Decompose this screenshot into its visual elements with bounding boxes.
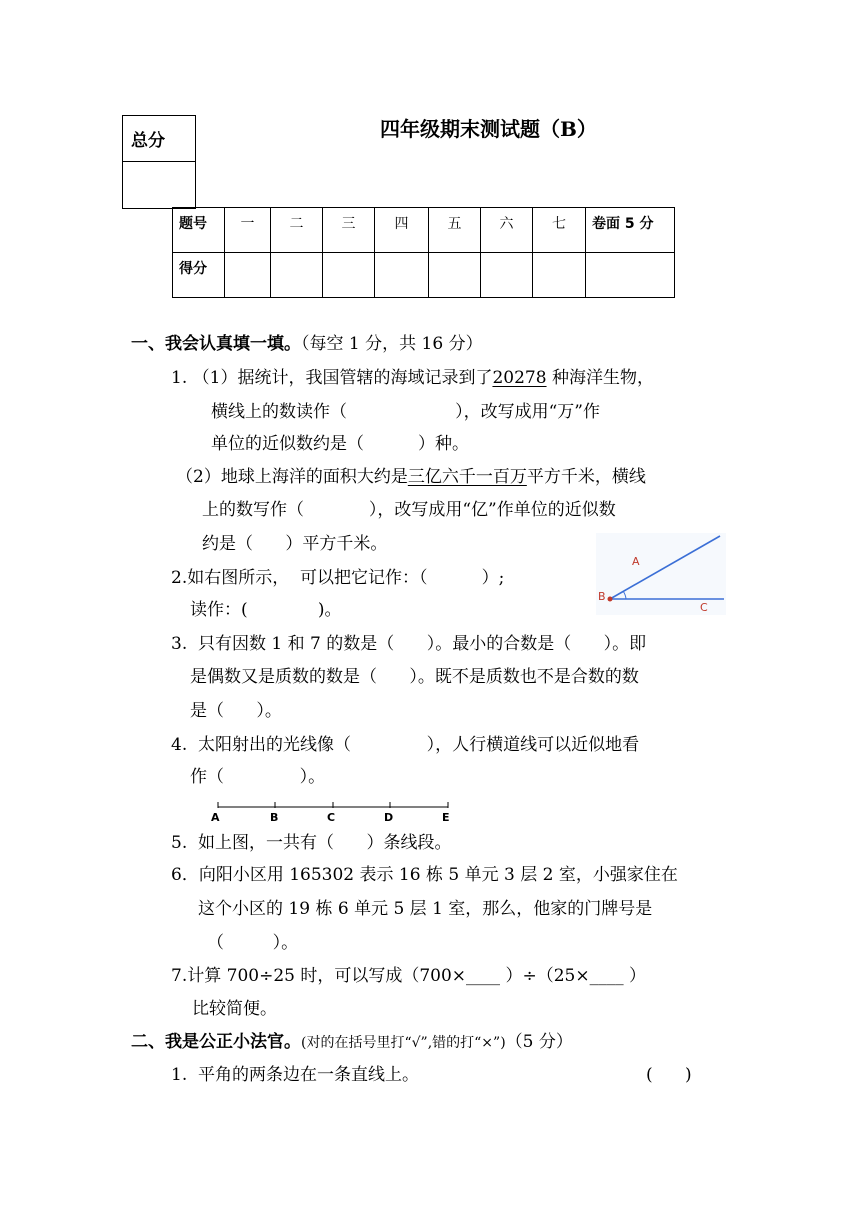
q3-line3: 是（ ）。: [190, 701, 282, 721]
q1-2-text-b: 平方千米，横线: [526, 467, 646, 487]
section2-heading: 二、我是公正小法官。: [131, 1032, 301, 1052]
section1-note: （每空 1 分，共 16 分）: [301, 334, 483, 354]
q6-line1: 6．向阳小区用 165302 表示 16 栋 5 单元 3 层 2 室，小强家住在: [171, 865, 678, 885]
label-a: A: [632, 555, 640, 568]
q2-line2: 读作：( )。: [190, 600, 342, 620]
section2-note: (对的在括号里打“√”,错的打“×”): [301, 1035, 506, 1051]
score-cell: [533, 253, 586, 298]
q1-1-line1: [171, 367, 654, 389]
section2-score: （5 分）: [505, 1032, 573, 1052]
section2-heading-line: [131, 1031, 573, 1054]
seg-label-d: D: [384, 811, 394, 824]
seg-label-e: E: [442, 811, 450, 824]
score-col-7: 七: [533, 208, 586, 253]
label-c: C: [700, 601, 708, 614]
score-cell: [271, 253, 323, 298]
score-cell: [586, 253, 675, 298]
score-table-score-row: [173, 253, 675, 298]
q7-line2: 比较简便。: [192, 999, 277, 1019]
seg-label-c: C: [327, 811, 336, 824]
score-col-3: 三: [323, 208, 375, 253]
q1-2-line2: 上的数写作（ ），改写成用“亿”作单位的近似数: [202, 500, 616, 520]
score-col-5: 五: [429, 208, 481, 253]
score-label: 得分: [173, 253, 225, 298]
q1-2-underlined: 三亿六千一百万: [407, 467, 527, 487]
q7-line1: 7.计算 700÷25 时，可以写成（700×____ ）÷（25×____ ）: [171, 966, 646, 986]
q5-line: 5. 如上图，一共有（ ）条线段。: [171, 833, 452, 853]
total-score-box: [122, 115, 196, 209]
q1-1-text-b: 种海洋生物，: [546, 368, 654, 388]
angle-figure: [596, 533, 726, 615]
score-col-2: 二: [271, 208, 323, 253]
label-b: B: [598, 590, 606, 603]
score-col-1: 一: [225, 208, 271, 253]
score-table-header-row: [173, 208, 675, 253]
segment-figure: [208, 800, 458, 824]
q1-1-line3: 单位的近似数约是（ ）种。: [211, 434, 470, 454]
score-table: [172, 207, 675, 298]
score-cell: [429, 253, 481, 298]
score-cell: [375, 253, 429, 298]
score-col-4: 四: [375, 208, 429, 253]
q1-2-text-a: （2）地球上海洋的面积大约是: [176, 467, 408, 487]
total-score-label: 总分: [123, 116, 195, 162]
q1-1-number: 20278: [492, 368, 547, 388]
s2-q1-answer-paren[interactable]: ( ): [646, 1065, 692, 1085]
q3-line1: 3. 只有因数 1 和 7 的数是（ ）。最小的合数是（ ）。即: [171, 634, 647, 654]
q6-line3: （ ）。: [207, 933, 299, 953]
seg-label-b: B: [270, 811, 279, 824]
page-title: 四年级期末测试题（B）: [380, 117, 597, 141]
vertex-dot: [608, 597, 613, 602]
q6-line2: 这个小区的 19 栋 6 单元 5 层 1 室，那么，他家的门牌号是: [198, 899, 653, 919]
score-cell: [323, 253, 375, 298]
s2-q1-text: 1. 平角的两条边在一条直线上。: [171, 1065, 420, 1085]
q1-1-line2: 横线上的数读作（ ），改写成用“万”作: [211, 402, 600, 422]
q1-2-line1: [176, 466, 646, 488]
q1-2-line3: 约是（ ）平方千米。: [202, 534, 388, 554]
section1-heading-line: [131, 333, 483, 355]
q2-line1: 2.如右图所示， 可以把它记作：（ ）;: [171, 568, 505, 588]
question-number-label: 题号: [173, 208, 225, 253]
q1-1-text-a: 1. （1）据统计，我国管辖的海域记录到了: [171, 368, 493, 388]
section1-heading: 一、我会认真填一填。: [131, 334, 301, 354]
score-cell: [225, 253, 271, 298]
score-col-neatness: 卷面 5 分: [586, 208, 675, 253]
score-cell: [481, 253, 533, 298]
score-col-6: 六: [481, 208, 533, 253]
q4-line2: 作（ ）。: [190, 767, 326, 787]
seg-label-a: A: [211, 811, 220, 824]
q4-line1: 4. 太阳射出的光线像（ ），人行横道线可以近似地看: [171, 735, 640, 755]
q3-line2: 是偶数又是质数的数是（ ）。既不是质数也不是合数的数: [190, 667, 639, 687]
